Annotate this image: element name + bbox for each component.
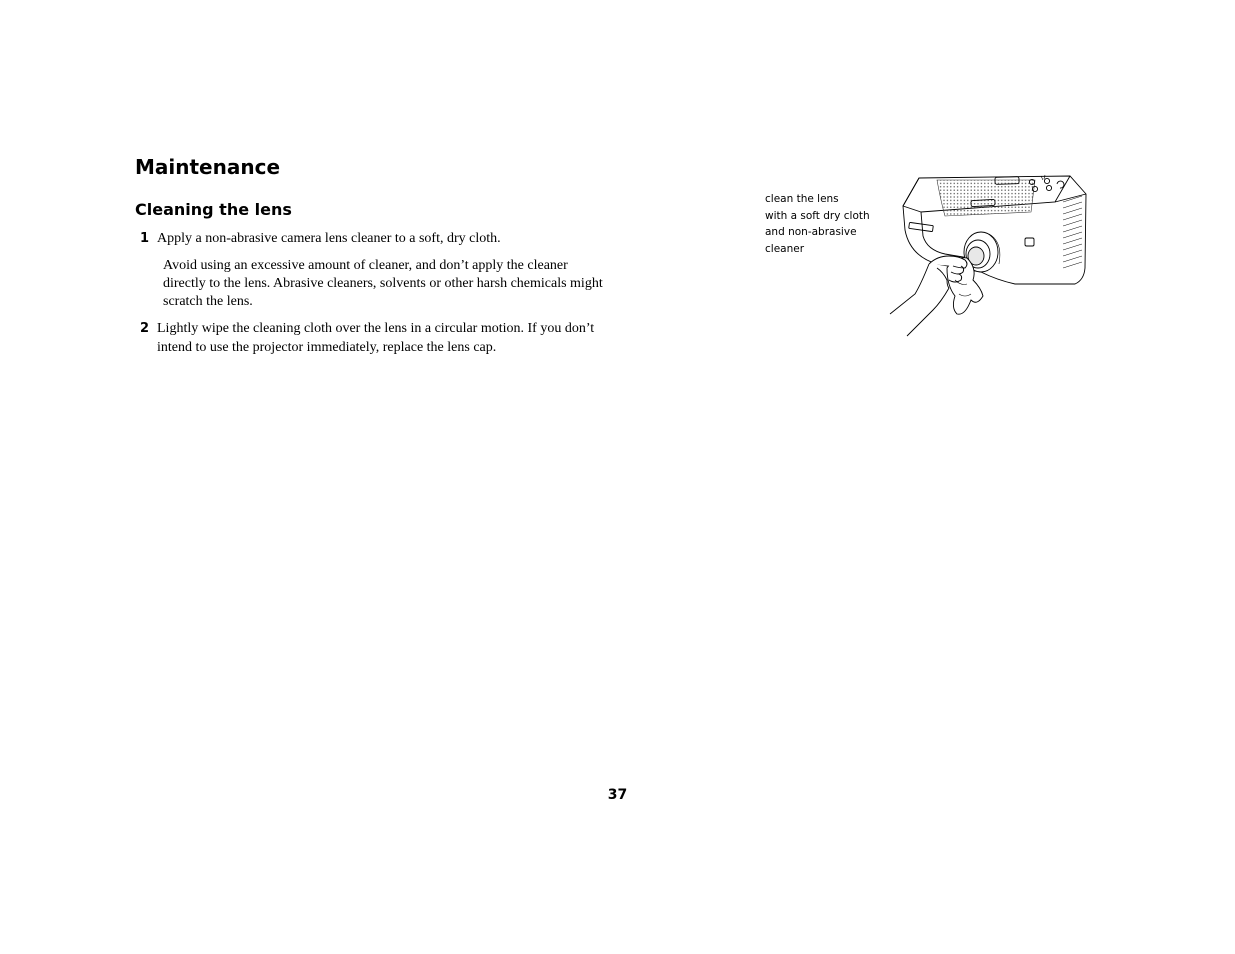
step-number: 1 — [140, 231, 150, 246]
step-note: Avoid using an excessive amount of cleaner, and don’t apply the cleaner directly to the lens. Abrasive cleaners, solvents or other harsh chemicals might scratch the lens. — [163, 258, 603, 309]
caption-line: with a soft dry cloth — [765, 209, 870, 222]
step-text: Lightly wipe the cleaning cloth over the lens in a circular motion. If you don’t intend to use the projector immediately, replace the lens cap. — [157, 321, 595, 355]
step-text: Apply a non-abrasive camera lens cleaner to a soft, dry cloth. — [157, 231, 501, 246]
step-1 — [140, 229, 610, 249]
page-number: 37 — [607, 787, 628, 803]
caption-line: and non-abrasive — [765, 226, 857, 238]
projector-lens-cleaning-illustration — [885, 172, 1090, 342]
step-number: 2 — [140, 321, 150, 336]
subsection-title: Cleaning the lens — [135, 200, 292, 219]
caption-line: cleaner — [765, 242, 805, 255]
step-2 — [140, 319, 610, 359]
caption-line: clean the lens — [765, 193, 839, 205]
figure-caption — [765, 191, 885, 257]
section-title: Maintenance — [135, 155, 281, 179]
